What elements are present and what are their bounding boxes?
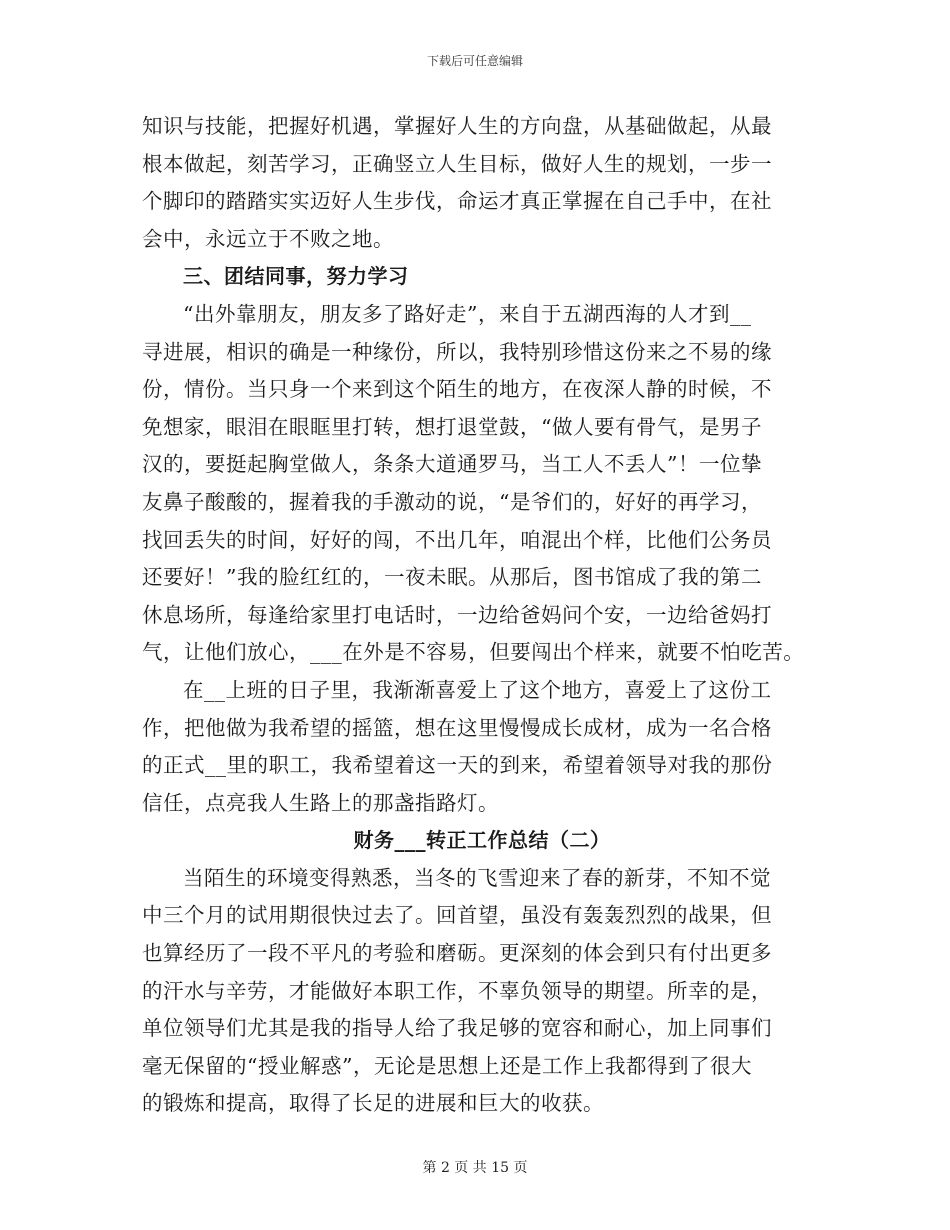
page-header: 下载后可任意编辑	[426, 54, 523, 68]
paragraph-line: 寻进展，相识的确是一种缘份，所以，我特别珍惜这份来之不易的缘	[142, 339, 772, 364]
paragraph-line: 会中，永远立于不败之地。	[142, 226, 394, 251]
paragraph-line: 的锻炼和提高，取得了长足的进展和巨大的收获。	[142, 1091, 604, 1116]
document-body	[142, 108, 822, 1123]
section-heading: 三、团结同事，努力学习	[183, 264, 409, 289]
paragraph-line: 休息场所，每逢给家里打电话时，一边给爸妈问个安，一边给爸妈打	[142, 602, 772, 627]
paragraph-line: “出外靠朋友，朋友多了路好走”，来自于五湖西海的人才到__	[183, 301, 752, 326]
paragraph-line: 友鼻子酸酸的，握着我的手激动的说，“是爷们的，好好的再学习，	[142, 489, 762, 514]
paragraph-line: 根本做起，刻苦学习，正确竖立人生目标，做好人生的规划，一步一	[142, 151, 772, 176]
paragraph-line: 的正式__里的职工，我希望着这一天的到来，希望着领导对我的那份	[142, 753, 773, 778]
section-title: 财务___转正工作总结（二）	[353, 828, 611, 853]
paragraph-line: 在__上班的日子里，我渐渐喜爱上了这个地方，喜爱上了这份工	[183, 677, 772, 702]
paragraph-line: 个脚印的踏踏实实迈好人生步伐，命运才真正掌握在自己手中，在社	[142, 189, 772, 214]
paragraph-line: 单位领导们尤其是我的指导人给了我足够的宽容和耐心，加上同事们	[142, 1016, 772, 1041]
paragraph-line: 中三个月的试用期很快过去了。回首望，虽没有轰轰烈烈的战果，但	[142, 903, 772, 928]
paragraph-line: 知识与技能，把握好机遇，掌握好人生的方向盘，从基础做起，从最	[142, 114, 772, 138]
paragraph-line: 的汗水与辛劳，才能做好本职工作，不辜负领导的期望。所幸的是，	[142, 978, 772, 1003]
paragraph-line: 毫无保留的“授业解惑”，无论是思想上还是工作上我都得到了很大	[142, 1053, 752, 1078]
paragraph-line: 还要好！”我的脸红红的，一夜未眠。从那后，图书馆成了我的第二	[142, 565, 762, 590]
page-number: 第 2 页 共 15 页	[422, 1160, 528, 1176]
paragraph-line: 免想家，眼泪在眼眶里打转，想打退堂鼓，“做人要有骨气，是男子	[142, 414, 762, 439]
paragraph-line: 也算经历了一段不平凡的考验和磨砺。更深刻的体会到只有付出更多	[142, 941, 772, 966]
paragraph-line: 气，让他们放心，___在外是不容易，但要闯出个样来，就要不怕吃苦。	[142, 640, 805, 665]
paragraph-line: 信任，点亮我人生路上的那盏指路灯。	[142, 790, 499, 815]
paragraph-line: 当陌生的环境变得熟悉，当冬的飞雪迎来了春的新芽，不知不觉	[183, 865, 771, 890]
paragraph-line: 找回丢失的时间，好好的闯，不出几年，咱混出个样，比他们公务员	[142, 527, 772, 552]
paragraph-line: 汉的，要挺起胸堂做人，条条大道通罗马，当工人不丢人”！一位挚	[142, 452, 762, 477]
paragraph-line: 份，情份。当只身一个来到这个陌生的地方，在夜深人静的时候，不	[142, 377, 772, 402]
paragraph-line: 作，把他做为我希望的摇篮，想在这里慢慢成长成材，成为一名合格	[142, 715, 772, 740]
